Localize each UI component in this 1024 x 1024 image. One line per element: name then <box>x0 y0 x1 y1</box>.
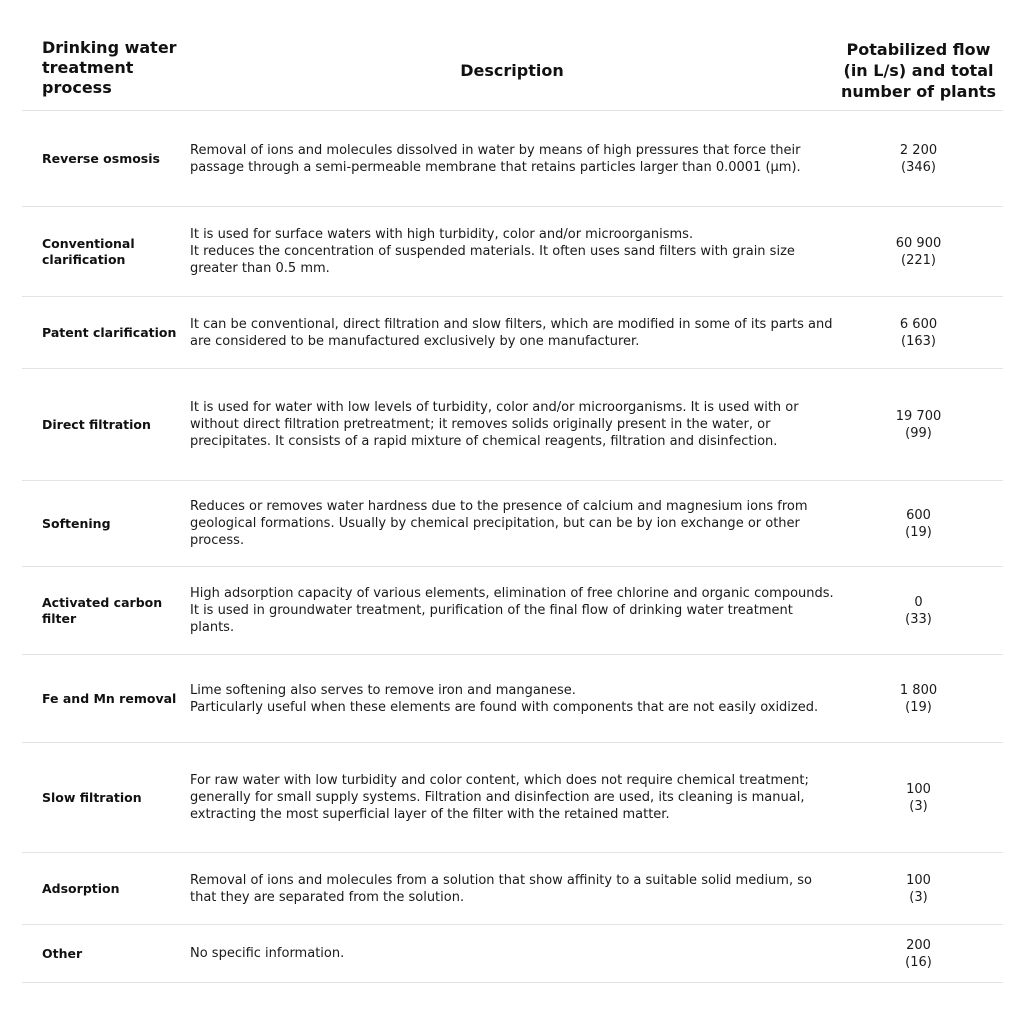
plant-count: (3) <box>909 798 928 814</box>
flow-value: 200 <box>906 937 931 953</box>
row-flow <box>834 408 1003 442</box>
table-row <box>22 743 1003 853</box>
row-description: No specific information. <box>190 946 345 961</box>
plant-count: (19) <box>905 699 932 715</box>
flow-value: 0 <box>914 594 923 610</box>
row-process-name: Fe and Mn removal <box>42 690 177 706</box>
plant-count: (33) <box>905 611 932 627</box>
row-flow <box>834 781 1003 815</box>
row-description: For raw water with low turbidity and color content, which does not require chemical treatment; generally for small supply systems. Filtration and disinfection are used, its cleaning is manual, extracting the most superficial layer of the filter with the retained matter. <box>190 773 809 822</box>
header-process: Drinking water treatment process <box>42 38 177 97</box>
row-description: It is used for surface waters with high turbidity, color and/or microorganisms. It reduces the concentration of suspended materials. It often uses sand filters with grain size greater than 0.5 mm. <box>190 227 795 276</box>
row-description: It is used for water with low levels of turbidity, color and/or microorganisms. It is used with or without direct filtration pretreatment; it removes solids originally present in the water, or precipitates. It consists of a rapid mixture of chemical reagents, filtration and disinfection. <box>190 400 799 449</box>
row-description: Removal of ions and molecules from a solution that show affinity to a suitable solid medium, so that they are separated from the solution. <box>190 872 812 905</box>
row-process-name: Reverse osmosis <box>42 150 160 166</box>
row-process-name: Softening <box>42 515 111 531</box>
treatment-table <box>22 30 1003 983</box>
row-flow <box>834 937 1003 971</box>
table-row <box>22 297 1003 369</box>
row-process-name: Adsorption <box>42 880 120 896</box>
row-flow <box>834 594 1003 628</box>
row-process-name: Other <box>42 945 83 961</box>
row-description: Lime softening also serves to remove iron and manganese. Particularly useful when these elements are found with components that are not easily oxidized. <box>190 682 819 715</box>
table-row <box>22 567 1003 655</box>
flow-value: 100 <box>906 872 931 888</box>
row-description: Removal of ions and molecules dissolved in water by means of high pressures that force their passage through a semi-permeable membrane that retains particles larger than 0.0001 (μm). <box>190 142 801 175</box>
row-flow <box>834 235 1003 269</box>
row-description: It can be conventional, direct filtration and slow filters, which are modified in some of its parts and are considered to be manufactured exclusively by one manufacturer. <box>190 316 833 349</box>
row-flow <box>834 682 1003 716</box>
flow-value: 60 900 <box>895 235 942 251</box>
row-process-name: Direct filtration <box>42 416 151 432</box>
plant-count: (16) <box>905 954 932 970</box>
header-flow: Potabilized flow (in L/s) and total number of plants <box>840 40 997 101</box>
plant-count: (163) <box>901 333 936 349</box>
table-row <box>22 925 1003 983</box>
row-flow <box>834 142 1003 176</box>
plant-count: (3) <box>909 889 928 905</box>
row-flow <box>834 872 1003 906</box>
row-process-name: Patent clarification <box>42 324 177 340</box>
plant-count: (99) <box>905 425 932 441</box>
row-flow <box>834 507 1003 541</box>
table-row <box>22 853 1003 925</box>
table-header <box>22 30 1003 111</box>
table-row <box>22 207 1003 297</box>
row-flow <box>834 316 1003 350</box>
row-process-name: Slow filtration <box>42 789 142 805</box>
flow-value: 2 200 <box>899 142 938 158</box>
flow-value: 1 800 <box>899 682 938 698</box>
plant-count: (346) <box>901 159 936 175</box>
row-description: Reduces or removes water hardness due to the presence of calcium and magnesium ions from geological formations. Usually by chemical precipitation, but can be by ion exchange or other process. <box>190 499 808 548</box>
flow-value: 6 600 <box>899 316 938 332</box>
row-process-name: Conventional clarification <box>42 235 135 267</box>
header-description: Description <box>460 60 564 80</box>
flow-value: 19 700 <box>895 408 942 424</box>
flow-value: 600 <box>906 507 931 523</box>
table-row <box>22 481 1003 567</box>
row-process-name: Activated carbon filter <box>42 594 163 626</box>
plant-count: (19) <box>905 524 932 540</box>
row-description: High adsorption capacity of various elements, elimination of free chlorine and organic compounds. It is used in groundwater treatment, purification of the final flow of drinking water treatment plants. <box>190 586 834 635</box>
table-row <box>22 655 1003 743</box>
table-row <box>22 111 1003 207</box>
flow-value: 100 <box>906 781 931 797</box>
plant-count: (221) <box>901 252 936 268</box>
table-row <box>22 369 1003 481</box>
